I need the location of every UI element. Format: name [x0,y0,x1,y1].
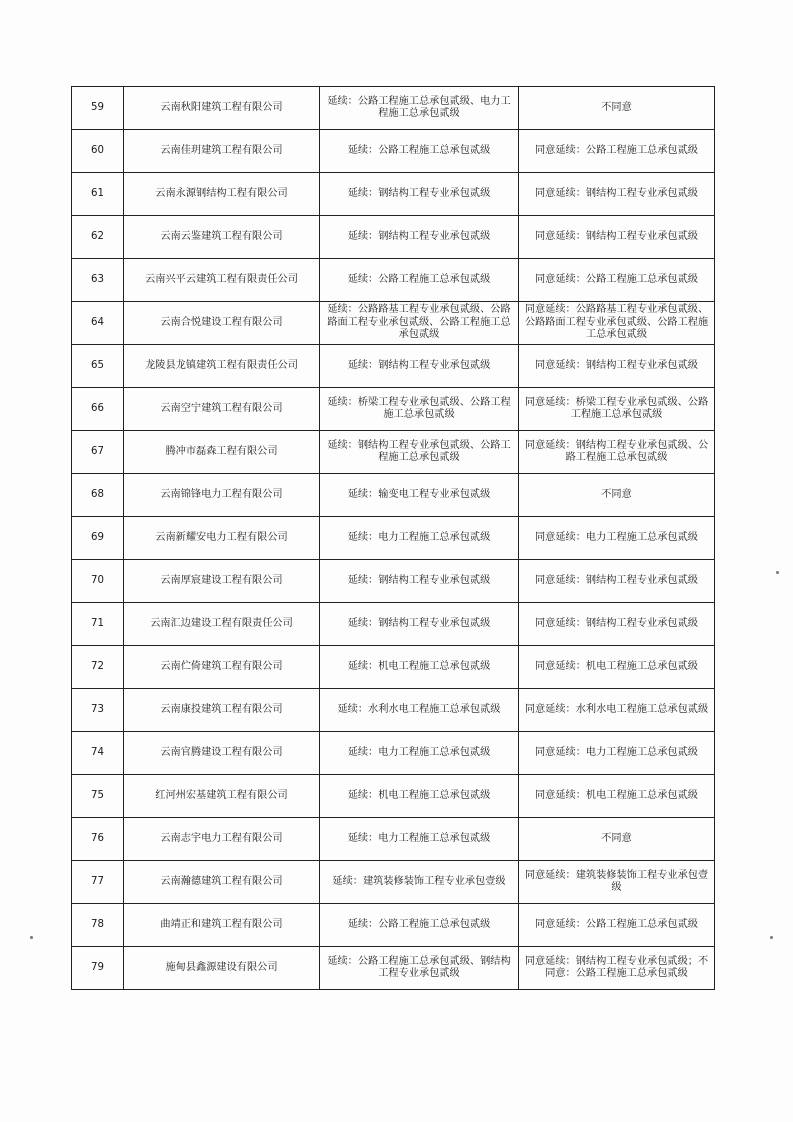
table-row [72,130,715,173]
review-result-cell: 同意延续：钢结构工程专业承包贰级 [519,345,715,388]
company-name-cell: 云南秋阳建筑工程有限公司 [124,87,320,130]
application-cell: 延续：公路工程施工总承包贰级 [320,130,519,173]
review-result-cell: 同意延续：机电工程施工总承包贰级 [519,646,715,689]
table-row [72,216,715,259]
application-cell: 延续：公路工程施工总承包贰级、电力工程施工总承包贰级 [320,87,519,130]
table-row [72,173,715,216]
row-number-cell: 69 [72,517,124,560]
row-number-cell: 67 [72,431,124,474]
row-number-cell: 68 [72,474,124,517]
application-cell: 延续：公路工程施工总承包贰级 [320,259,519,302]
scan-speck [30,936,33,939]
review-result-cell: 同意延续：公路路基工程专业承包贰级、公路路面工程专业承包贰级、公路工程施工总承包贰级 [519,302,715,345]
review-result-cell: 同意延续：公路工程施工总承包贰级 [519,259,715,302]
application-cell: 延续：公路工程施工总承包贰级、钢结构工程专业承包贰级 [320,947,519,990]
table-row [72,732,715,775]
row-number-cell: 79 [72,947,124,990]
table-row [72,646,715,689]
table-row [72,431,715,474]
row-number-cell: 62 [72,216,124,259]
review-result-cell: 同意延续：钢结构工程专业承包贰级 [519,603,715,646]
table-row [72,689,715,732]
review-result-cell: 同意延续：公路工程施工总承包贰级 [519,904,715,947]
review-result-cell: 同意延续：建筑装修装饰工程专业承包壹级 [519,861,715,904]
table-row [72,818,715,861]
review-result-cell: 同意延续：公路工程施工总承包贰级 [519,130,715,173]
row-number-cell: 78 [72,904,124,947]
review-result-cell: 同意延续：电力工程施工总承包贰级 [519,517,715,560]
table-row [72,517,715,560]
review-result-cell: 同意延续：钢结构工程专业承包贰级、公路工程施工总承包贰级 [519,431,715,474]
company-name-cell: 云南云鉴建筑工程有限公司 [124,216,320,259]
company-name-cell: 腾冲市磊森工程有限公司 [124,431,320,474]
company-name-cell: 云南伫倚建筑工程有限公司 [124,646,320,689]
row-number-cell: 71 [72,603,124,646]
row-number-cell: 70 [72,560,124,603]
application-cell: 延续：电力工程施工总承包贰级 [320,517,519,560]
company-name-cell: 云南厚宸建设工程有限公司 [124,560,320,603]
company-name-cell: 云南合悦建设工程有限公司 [124,302,320,345]
review-result-cell: 不同意 [519,818,715,861]
company-name-cell: 云南瀚德建筑工程有限公司 [124,861,320,904]
application-cell: 延续：机电工程施工总承包贰级 [320,775,519,818]
review-result-cell: 同意延续：钢结构工程专业承包贰级 [519,216,715,259]
company-name-cell: 云南佳玥建筑工程有限公司 [124,130,320,173]
table-row [72,474,715,517]
table-row [72,87,715,130]
application-cell: 延续：钢结构工程专业承包贰级 [320,345,519,388]
company-name-cell: 龙陵县龙镇建筑工程有限责任公司 [124,345,320,388]
table-row [72,603,715,646]
row-number-cell: 72 [72,646,124,689]
application-cell: 延续：公路工程施工总承包贰级 [320,904,519,947]
row-number-cell: 63 [72,259,124,302]
application-cell: 延续：机电工程施工总承包贰级 [320,646,519,689]
company-name-cell: 云南官腾建设工程有限公司 [124,732,320,775]
row-number-cell: 75 [72,775,124,818]
application-cell: 延续：公路路基工程专业承包贰级、公路路面工程专业承包贰级、公路工程施工总承包贰级 [320,302,519,345]
company-name-cell: 云南空宁建筑工程有限公司 [124,388,320,431]
table-row [72,259,715,302]
row-number-cell: 74 [72,732,124,775]
application-cell: 延续：钢结构工程专业承包贰级 [320,173,519,216]
records-table-body [72,87,715,990]
review-result-cell: 不同意 [519,87,715,130]
row-number-cell: 77 [72,861,124,904]
records-table [71,86,715,990]
application-cell: 延续：建筑装修装饰工程专业承包壹级 [320,861,519,904]
application-cell: 延续：输变电工程专业承包贰级 [320,474,519,517]
row-number-cell: 60 [72,130,124,173]
company-name-cell: 云南汇边建设工程有限责任公司 [124,603,320,646]
table-row [72,345,715,388]
row-number-cell: 66 [72,388,124,431]
company-name-cell: 云南永源钢结构工程有限公司 [124,173,320,216]
scan-speck [776,571,779,574]
review-result-cell: 同意延续：电力工程施工总承包贰级 [519,732,715,775]
review-result-cell: 同意延续：机电工程施工总承包贰级 [519,775,715,818]
company-name-cell: 云南兴平云建筑工程有限责任公司 [124,259,320,302]
company-name-cell: 云南志宇电力工程有限公司 [124,818,320,861]
application-cell: 延续：钢结构工程专业承包贰级 [320,603,519,646]
row-number-cell: 59 [72,87,124,130]
application-cell: 延续：电力工程施工总承包贰级 [320,818,519,861]
review-result-cell: 同意延续：水利水电工程施工总承包贰级 [519,689,715,732]
table-row [72,560,715,603]
row-number-cell: 64 [72,302,124,345]
company-name-cell: 红河州宏基建筑工程有限公司 [124,775,320,818]
company-name-cell: 云南锦锋电力工程有限公司 [124,474,320,517]
table-row [72,861,715,904]
table-row [72,947,715,990]
company-name-cell: 施甸县鑫源建设有限公司 [124,947,320,990]
table-row [72,775,715,818]
review-result-cell: 同意延续：钢结构工程专业承包贰级；不同意：公路工程施工总承包贰级 [519,947,715,990]
review-result-cell: 不同意 [519,474,715,517]
application-cell: 延续：钢结构工程专业承包贰级 [320,560,519,603]
application-cell: 延续：水利水电工程施工总承包贰级 [320,689,519,732]
review-result-cell: 同意延续：钢结构工程专业承包贰级 [519,173,715,216]
review-result-cell: 同意延续：桥梁工程专业承包贰级、公路工程施工总承包贰级 [519,388,715,431]
row-number-cell: 65 [72,345,124,388]
company-name-cell: 曲靖正和建筑工程有限公司 [124,904,320,947]
application-cell: 延续：电力工程施工总承包贰级 [320,732,519,775]
scan-speck [770,936,773,939]
row-number-cell: 73 [72,689,124,732]
row-number-cell: 76 [72,818,124,861]
company-name-cell: 云南康投建筑工程有限公司 [124,689,320,732]
company-name-cell: 云南新耀安电力工程有限公司 [124,517,320,560]
row-number-cell: 61 [72,173,124,216]
review-result-cell: 同意延续：钢结构工程专业承包贰级 [519,560,715,603]
application-cell: 延续：桥梁工程专业承包贰级、公路工程施工总承包贰级 [320,388,519,431]
application-cell: 延续：钢结构工程专业承包贰级 [320,216,519,259]
table-row [72,904,715,947]
table-row [72,302,715,345]
table-row [72,388,715,431]
application-cell: 延续：钢结构工程专业承包贰级、公路工程施工总承包贰级 [320,431,519,474]
